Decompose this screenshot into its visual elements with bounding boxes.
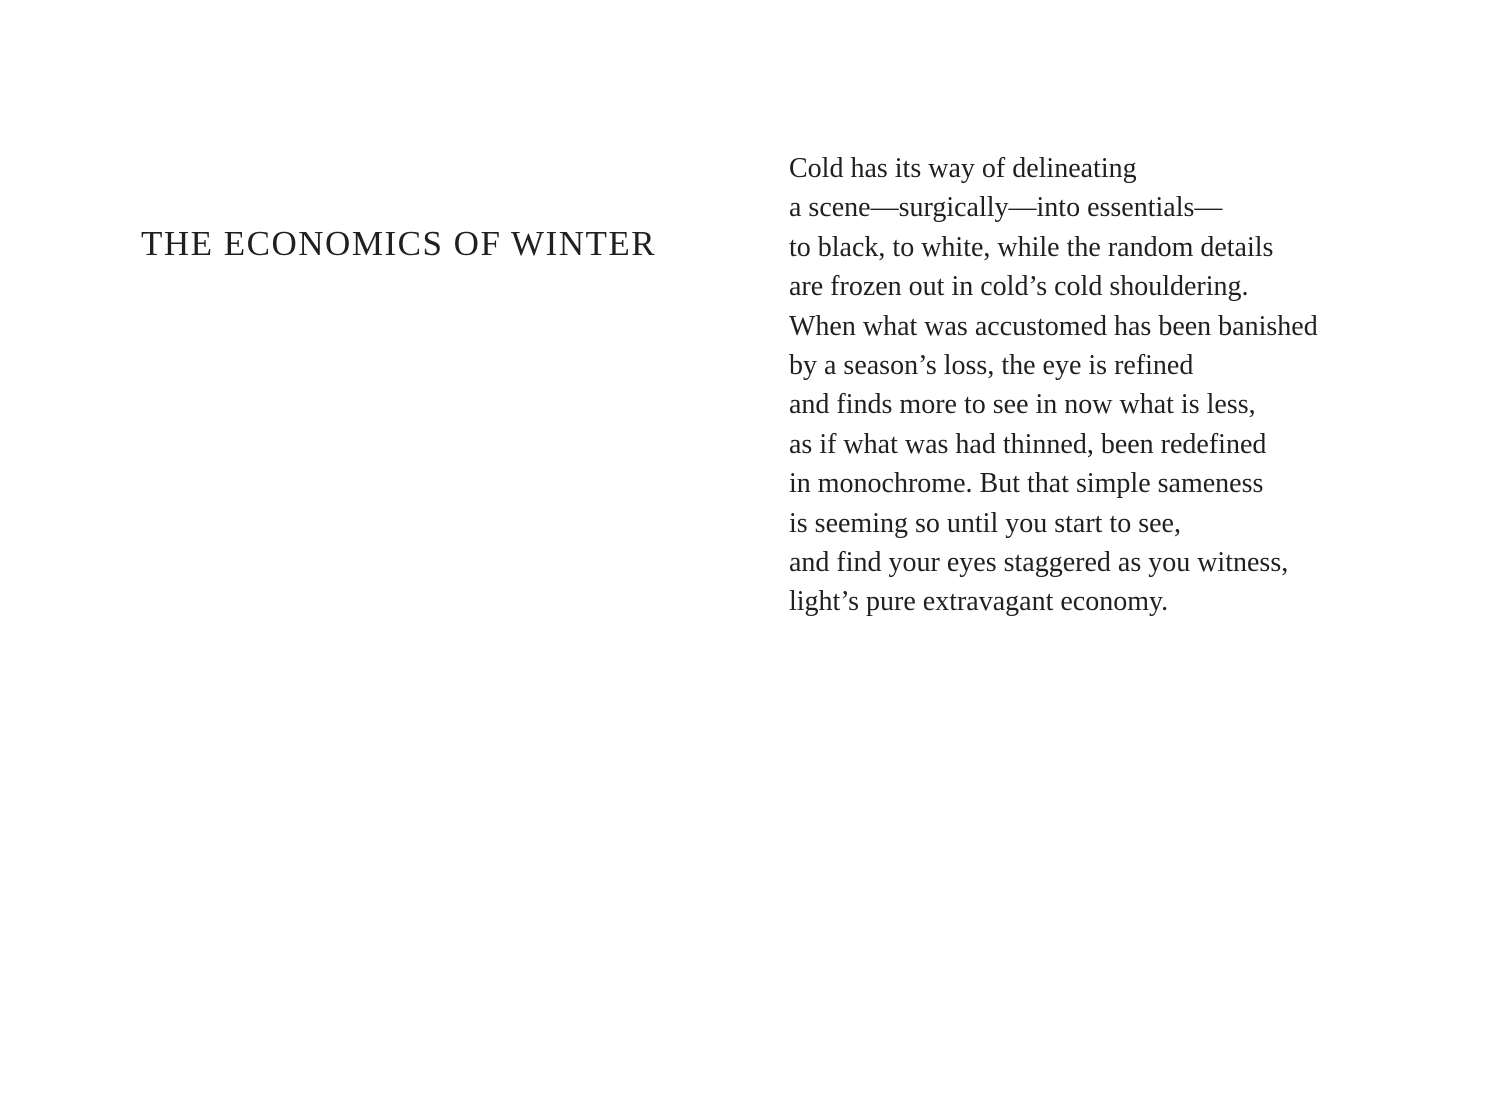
poem-line: and finds more to see in now what is less, <box>789 389 1256 421</box>
poem-line: by a season’s loss, the eye is refined <box>789 349 1194 381</box>
poem-line: and find your eyes staggered as you witness, <box>789 546 1289 578</box>
poem-line: in monochrome. But that simple sameness <box>789 468 1264 500</box>
poem-line: as if what was had thinned, been redefined <box>789 428 1267 460</box>
poem-line: to black, to white, while the random details <box>789 231 1274 263</box>
poem-line: is seeming so until you start to see, <box>789 507 1181 539</box>
poem-title: THE ECONOMICS OF WINTER <box>141 224 657 263</box>
poem-body <box>789 149 1318 622</box>
poem-line: are frozen out in cold’s cold shouldering. <box>789 271 1249 303</box>
poem-line: light’s pure extravagant economy. <box>789 586 1169 618</box>
poem-line: Cold has its way of delineating <box>789 153 1137 184</box>
poem-line: a scene—surgically—into essentials— <box>789 192 1223 224</box>
poem-line: When what was accustomed has been banished <box>789 310 1318 342</box>
